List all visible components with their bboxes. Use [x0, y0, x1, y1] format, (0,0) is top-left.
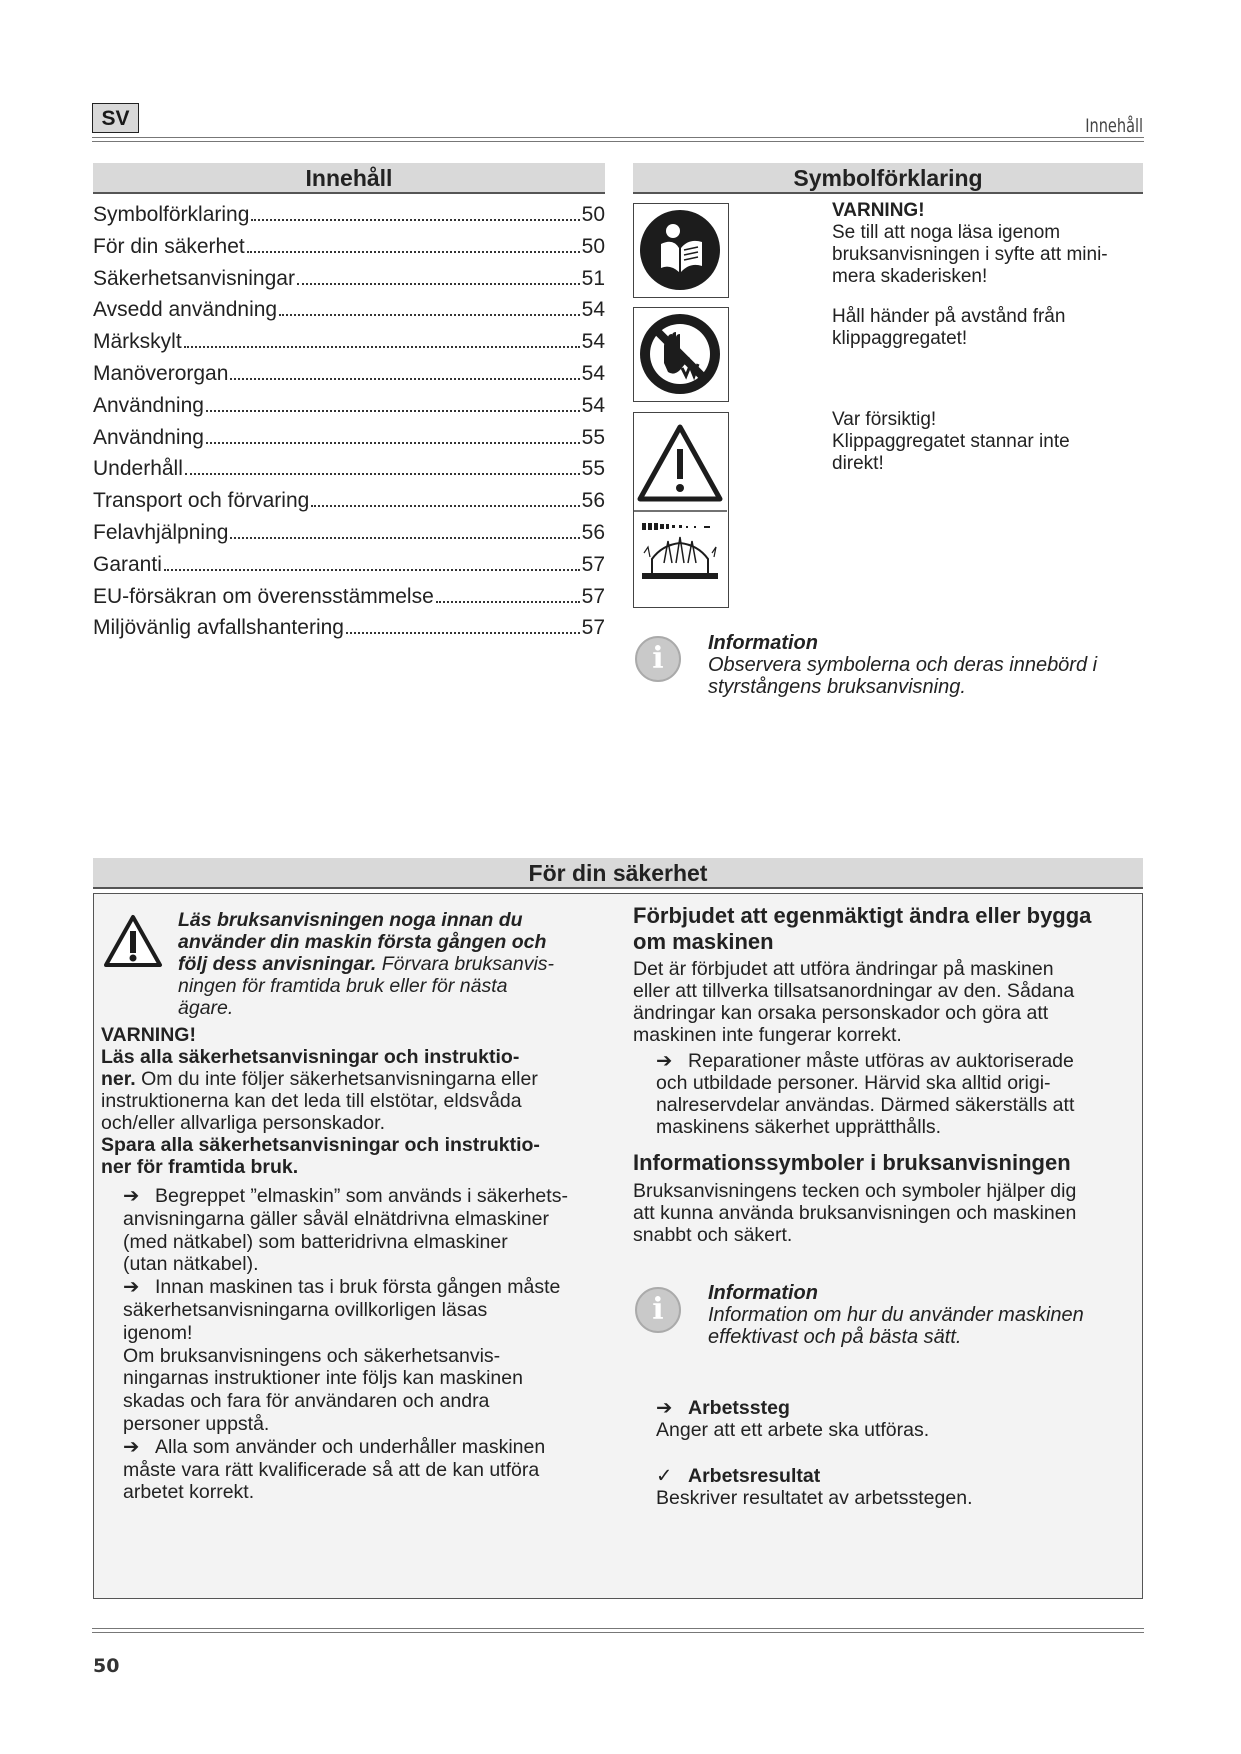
info-icon: i: [635, 1287, 681, 1333]
safety-intro-line: Läs bruksanvisningen noga innan du: [178, 909, 523, 931]
symbol-1-title: VARNING!: [832, 200, 925, 221]
running-header: Innehåll: [1085, 115, 1143, 137]
repair-bullet: ➔ Reparationer måste utföras av auktoriserade och utbildade personer. Härvid ska alltid origi- nalreservdelar användas. Därmed säkerställs att maskinens säkerhet upprätthålls.: [656, 1050, 1075, 1138]
toc-leader-dots: [279, 314, 580, 316]
footer-rule: [92, 1628, 1144, 1633]
bullet-line: skadas och fara för användaren och andra: [123, 1390, 490, 1413]
toc-leader-dots: [206, 410, 580, 412]
bullet-line: ➔ Begreppet ”elmaskin” som används i säkerhets-: [123, 1185, 568, 1207]
toc-entry-label: Underhåll: [93, 457, 183, 481]
symbol-3-line: direkt!: [832, 453, 884, 474]
toc-entry-label: Garanti: [93, 552, 162, 576]
toc-leader-dots: [247, 251, 580, 253]
toc-entry-page: 55: [581, 425, 605, 449]
toc-entry-label: Symbolförklaring: [93, 203, 250, 226]
symbol-3-text: [832, 409, 1142, 475]
read-manual-symbol: [633, 203, 729, 298]
bullet-line: Om bruksanvisningens och säkerhetsanvis-: [123, 1344, 501, 1367]
language-badge: SV: [92, 103, 139, 133]
toc-entry-page: 51: [581, 266, 605, 290]
symbol-3-line: Var försiktig!: [832, 409, 937, 430]
safety-warning-block: [101, 1024, 621, 1178]
work-result-legend: ✓ Arbetsresultat Beskriver resultatet av arbetsstegen.: [656, 1465, 973, 1509]
safety-intro-bold: följ dess anvisningar.: [178, 953, 377, 975]
symbol-1-line: Se till att noga läsa igenom: [832, 222, 1061, 243]
page-number: 50: [93, 1655, 120, 1677]
table-of-contents: [93, 203, 605, 648]
toc-entry-page: 50: [581, 234, 605, 258]
safety-bullets: [123, 1185, 628, 1504]
toc-entry[interactable]: [93, 585, 605, 617]
bullet-line: igenom!: [123, 1321, 193, 1344]
safety-intro-line: ningen för framtida bruk eller för nästa: [178, 975, 508, 997]
usage-info-note: Information Information om hur du använder maskinen effektivast och på bästa sätt.: [708, 1282, 1084, 1348]
toc-entry-page: 54: [581, 393, 605, 417]
safety-intro-line: [178, 953, 618, 975]
warning-line: Spara alla säkerhetsanvisningar och instruktio-: [101, 1134, 540, 1156]
info-line: Observera symbolerna och deras innebörd i: [708, 654, 1098, 676]
symbol-2-line: klippaggregatet!: [832, 328, 968, 349]
toc-entry-label: Felavhjälpning: [93, 520, 229, 544]
arrow-icon: ➔: [656, 1050, 673, 1072]
safety-intro-line: ägare.: [178, 997, 234, 1019]
header-rule: [92, 137, 1144, 142]
toc-leader-dots: [230, 378, 579, 380]
info-title: Information: [708, 632, 818, 654]
toc-entry-label: EU-försäkran om överensstämmelse: [93, 584, 434, 608]
warning-triangle-icon: [634, 413, 727, 606]
arrow-icon: ➔: [123, 1435, 140, 1458]
toc-title: Innehåll: [93, 163, 605, 194]
toc-entry-page: 57: [581, 584, 605, 608]
toc-leader-dots: [436, 601, 580, 603]
toc-entry[interactable]: [93, 330, 605, 362]
hands-away-symbol: [633, 307, 729, 402]
symbol-2-line: Håll händer på avstånd från: [832, 306, 1066, 327]
toc-entry[interactable]: [93, 203, 605, 235]
arrow-icon: ➔: [123, 1185, 140, 1207]
toc-entry[interactable]: [93, 426, 605, 458]
bullet-line: arbetet korrekt.: [123, 1481, 255, 1504]
safety-intro-line: använder din maskin första gången och: [178, 931, 547, 953]
toc-leader-dots: [206, 442, 580, 444]
bullet-line: personer uppstå.: [123, 1412, 270, 1435]
read-manual-icon: [634, 204, 727, 296]
toc-entry-label: För din säkerhet: [93, 234, 245, 258]
toc-entry-label: Transport och förvaring: [93, 489, 310, 513]
bullet-line: (utan nätkabel).: [123, 1253, 259, 1276]
toc-entry[interactable]: [93, 553, 605, 585]
toc-entry-label: Säkerhetsanvisningar: [93, 266, 295, 290]
symbols-info-note: [708, 632, 1148, 698]
toc-entry-label: Miljövänlig avfallshantering: [93, 616, 344, 640]
bullet-line: (med nätkabel) som batteridrivna elmaskiner: [123, 1230, 508, 1253]
toc-entry-label: Användning: [93, 425, 204, 449]
bullet-line: anvisningarna gäller såväl elnätdrivna elmaskiner: [123, 1207, 549, 1230]
toc-leader-dots: [230, 537, 579, 539]
toc-entry-page: 55: [581, 457, 605, 481]
toc-entry-label: Användning: [93, 393, 204, 417]
safety-intro-rest: Förvara bruksanvis-: [376, 953, 555, 975]
toc-entry-page: 57: [581, 552, 605, 576]
bullet-line: säkerhetsanvisningarna ovillkorligen läsas: [123, 1298, 488, 1321]
toc-entry-page: 50: [581, 203, 605, 226]
warning-line: Läs alla säkerhetsanvisningar och instruktio-: [101, 1046, 520, 1068]
safety-title: För din säkerhet: [93, 858, 1143, 889]
modification-heading: Förbjudet att egenmäktigt ändra eller bygga om maskinen: [633, 903, 1092, 954]
toc-entry-page: 56: [581, 520, 605, 544]
toc-entry-page: 56: [581, 489, 605, 513]
warning-line: ner för framtida bruk.: [101, 1156, 299, 1178]
warning-bold: ner.: [101, 1068, 136, 1090]
toc-entry[interactable]: [93, 489, 605, 521]
toc-entry[interactable]: [93, 298, 605, 330]
toc-leader-dots: [184, 346, 580, 348]
toc-entry-label: Manöverorgan: [93, 361, 229, 385]
info-symbols-text: Bruksanvisningens tecken och symboler hjälper dig att kunna använda bruksanvisningen och maskinen snabbt och säkert.: [633, 1180, 1077, 1246]
toc-entry-page: 54: [581, 298, 605, 322]
safety-intro: [178, 909, 618, 1019]
toc-entry-page: 54: [581, 330, 605, 354]
warning-line: [101, 1068, 621, 1090]
arrow-icon: ➔: [123, 1276, 140, 1299]
toc-leader-dots: [164, 569, 580, 571]
toc-entry[interactable]: [93, 267, 605, 299]
symbol-1-line: bruksanvisningen i syfte att mini-: [832, 244, 1108, 265]
toc-entry[interactable]: [93, 394, 605, 426]
toc-entry[interactable]: [93, 616, 605, 648]
bullet-line: ➔ Alla som använder och underhåller maskinen: [123, 1435, 546, 1458]
toc-entry-label: Märkskylt: [93, 330, 182, 354]
warning-line: och/eller allvarliga personskador.: [101, 1112, 385, 1134]
symbol-2-text: [832, 306, 1142, 350]
warning-label: VARNING!: [101, 1024, 196, 1046]
warning-rest: Om du inte följer säkerhetsanvisningarna eller: [135, 1068, 538, 1090]
toc-leader-dots: [297, 283, 580, 285]
toc-leader-dots: [251, 219, 579, 221]
toc-entry[interactable]: [93, 235, 605, 267]
symbol-3-line: Klippaggregatet stannar inte: [832, 431, 1070, 452]
arrow-icon: ➔: [656, 1397, 673, 1419]
toc-entry[interactable]: [93, 457, 605, 489]
toc-entry-label: Avsedd användning: [93, 298, 278, 322]
toc-leader-dots: [311, 505, 579, 507]
info-icon: i: [635, 636, 681, 682]
toc-leader-dots: [346, 632, 580, 634]
symbol-1-text: [832, 200, 1142, 288]
symbols-title: Symbolförklaring: [633, 163, 1143, 194]
work-step-legend: ➔ Arbetssteg Anger att ett arbete ska utföras.: [656, 1397, 930, 1441]
toc-entry[interactable]: [93, 362, 605, 394]
modification-text: Det är förbjudet att utföra ändringar på maskinen eller att tillverka tillsatsanordningar av den. Sådana ändringar kan orsaka personskador och göra att maskinen inte fungerar korrekt.: [633, 958, 1075, 1046]
blade-warning-symbol: [633, 412, 729, 608]
info-symbols-heading: Informationssymboler i bruksanvisningen: [633, 1150, 1071, 1175]
toc-leader-dots: [185, 473, 580, 475]
symbol-1-line: mera skaderisken!: [832, 266, 988, 287]
toc-entry-page: 54: [581, 361, 605, 385]
warning-line: instruktionerna kan det leda till elstötar, eldsvåda: [101, 1090, 522, 1112]
warning-triangle-icon: [102, 913, 164, 969]
bullet-line: ningarnas instruktioner inte följs kan maskinen: [123, 1367, 523, 1390]
toc-entry-page: 57: [581, 616, 605, 640]
toc-entry[interactable]: [93, 521, 605, 553]
hand-prohibited-icon: [634, 308, 727, 400]
info-line: styrstångens bruksanvisning.: [708, 676, 966, 698]
bullet-line: måste vara rätt kvalificerade så att de kan utföra: [123, 1458, 540, 1481]
check-icon: ✓: [656, 1465, 673, 1487]
bullet-line: ➔ Innan maskinen tas i bruk första gången måste: [123, 1276, 561, 1299]
